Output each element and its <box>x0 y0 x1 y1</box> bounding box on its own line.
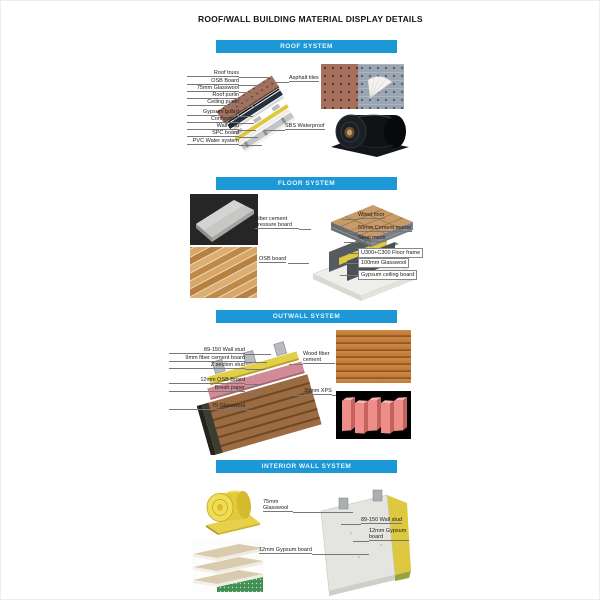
leader-line <box>269 82 289 83</box>
label-steel-mesh: Steel mesh <box>358 235 386 241</box>
fiber-cement-board-photo <box>190 194 258 245</box>
osb-wood-strips-photo <box>190 247 257 298</box>
leader-line <box>239 99 257 100</box>
leader-line <box>353 541 369 542</box>
label-89-150-wall-stud-interior: 89-150 Wall stud <box>361 517 403 523</box>
leader-line <box>265 130 285 131</box>
label-roof-truss: Roof truss <box>187 70 239 77</box>
label-asphalt-tiles: Asphalt tiles <box>289 75 319 81</box>
leader-line <box>299 229 311 230</box>
leader-line <box>239 145 262 146</box>
leader-line <box>245 369 265 370</box>
label-fiber-cement-pressure-board: Fiber cement pressure board <box>255 216 299 229</box>
wood-fiber-cement-photo <box>336 330 411 383</box>
label-osb-board: OSB Board <box>187 78 239 85</box>
label-z-section-stud: Z section stud <box>169 362 245 369</box>
label-89-150-wall-stud: 89-150 Wall stud <box>169 347 245 354</box>
label-wall-stud: Wall stud <box>187 123 239 130</box>
leader-line <box>341 524 361 525</box>
leader-line <box>312 554 369 555</box>
page-title: ROOF/WALL BUILDING MATERIAL DISPLAY DETAILS <box>198 14 423 24</box>
leader-line <box>245 410 259 411</box>
leader-line <box>289 364 303 365</box>
leader-line <box>348 253 358 254</box>
section-header-outwall: OUTWALL SYSTEM <box>216 310 397 323</box>
leader-line <box>346 263 358 264</box>
leader-line <box>239 123 254 124</box>
asphalt-tiles-brown-area <box>321 64 358 109</box>
leader-line <box>245 362 267 363</box>
leader-line <box>290 395 304 396</box>
label-75-glasswool: 75 Glasswool <box>169 403 245 410</box>
label-sbs-waterproof: SBS Waterproof <box>285 123 325 129</box>
leader-line <box>239 106 255 107</box>
asphalt-tiles-grey-area <box>358 64 404 109</box>
label-12mm-gypsum-board-right: 12mm Gypsum board <box>369 528 409 541</box>
leader-line <box>239 130 256 131</box>
label-osb-board-floor: OSB board <box>259 256 287 262</box>
leader-line <box>346 232 358 233</box>
label-wood-floor: Wood floor <box>358 212 385 218</box>
leader-line <box>245 354 271 355</box>
label-roof-purlin: Roof purlin <box>187 92 239 99</box>
section-header-interior: INTERIOR WALL SYSTEM <box>216 460 397 473</box>
label-wood-fiber-cement: Wood fiber cement <box>303 351 335 364</box>
label-100mm-glasswool: 100mm Glasswool <box>358 258 409 268</box>
label-floor-frame: U300+C300 Floor frame <box>358 248 423 258</box>
leader-line <box>342 219 358 220</box>
tile-fan-sample <box>366 74 394 100</box>
label-gypsum-ceiling-board: Gypsum ceiling board <box>358 270 417 280</box>
asphalt-tiles-photo <box>321 64 404 109</box>
label-gypsum-board: Gypsum board <box>187 109 239 116</box>
label-breah-paper: Breah paper <box>169 385 245 392</box>
leader-line <box>239 85 263 86</box>
label-75mm-glasswool: 75mm Glasswool <box>187 85 239 92</box>
sbs-waterproof-roll-photo <box>317 107 411 159</box>
label-ceiling-purlin: Ceiling purlin <box>187 99 239 106</box>
section-header-roof: ROOF SYSTEM <box>216 40 397 53</box>
leader-line <box>239 116 253 117</box>
label-connectors: Connectors <box>187 116 239 123</box>
leader-line <box>239 92 260 93</box>
label-9mm-fiber-cement-board: 9mm fiber cement board <box>169 355 245 362</box>
label-cement-mortar: 50mm Cement mortar <box>358 225 412 231</box>
leader-line <box>245 392 261 393</box>
label-12mm-osb-board: 12mm OSB Board <box>169 377 245 384</box>
label-75mm-glasswool-interior: 75mm Glasswool <box>263 499 293 512</box>
leader-line <box>340 275 358 276</box>
leader-line <box>239 77 269 78</box>
glasswool-roll-photo <box>196 485 264 537</box>
leader-line <box>293 512 353 513</box>
gypsum-board-stack-photo <box>191 538 264 592</box>
leader-line <box>344 242 358 243</box>
label-12mm-gypsum-board-left: 12mm Gypsum board <box>259 547 312 553</box>
label-pvc-water-system: PVC Water system <box>187 138 239 145</box>
leader-line <box>288 263 309 264</box>
xps-boards-photo <box>336 391 411 439</box>
section-header-floor: FLOOR SYSTEM <box>216 177 397 190</box>
leader-line <box>245 384 263 385</box>
leader-line <box>239 137 258 138</box>
label-spc-board: SPC board <box>187 130 239 137</box>
label-30mm-xps: 30mm XPS <box>304 388 332 394</box>
